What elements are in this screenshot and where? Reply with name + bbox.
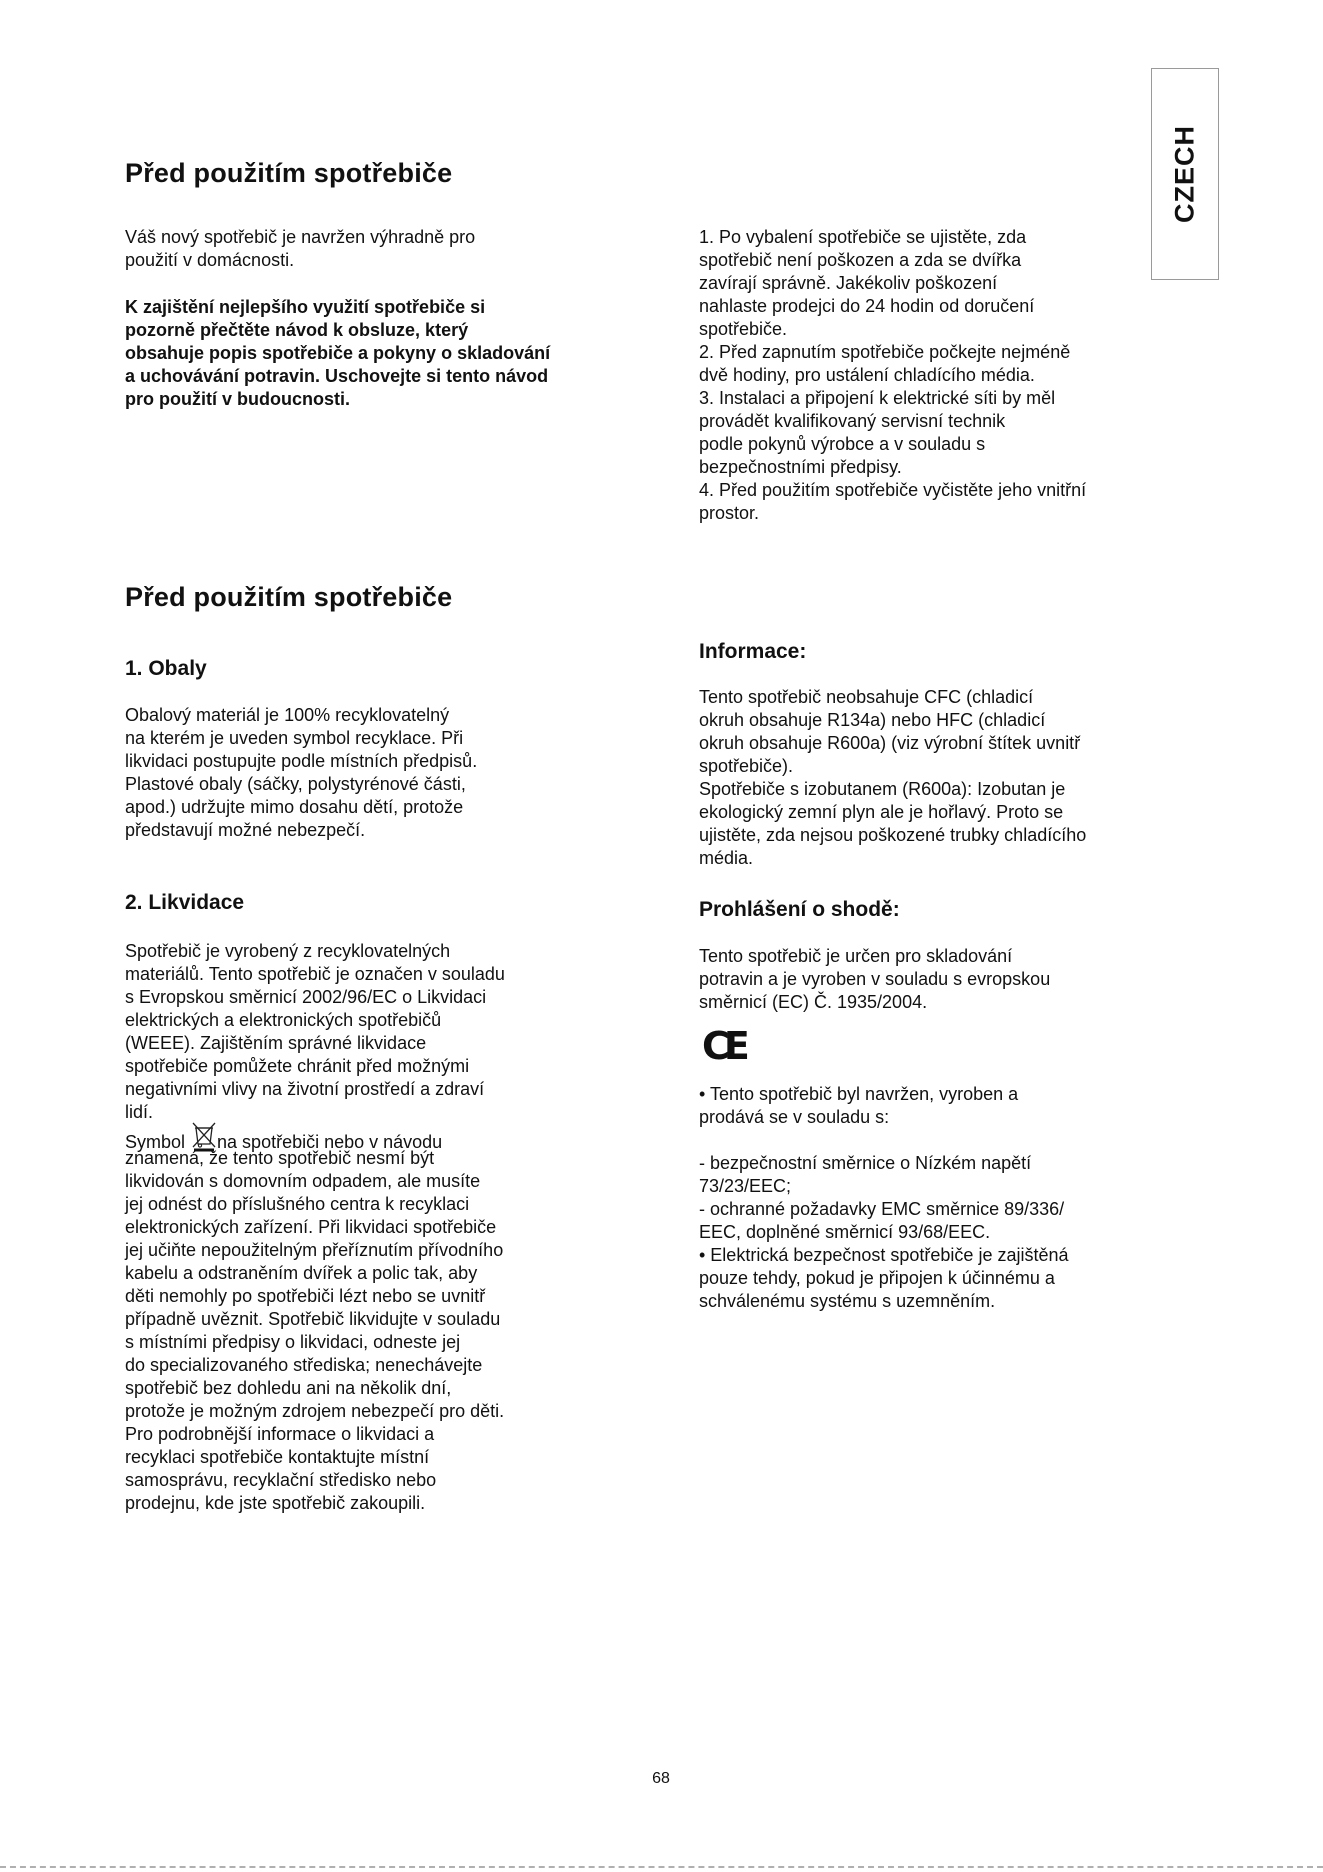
language-tab-label: CZECH	[1169, 125, 1200, 223]
unpacking-steps: 1. Po vybalení spotřebiče se ujistěte, zda spotřebič není poškozen a zda se dvířka zavírají správně. Jakékoliv poškození nahlaste prodejci do 24 hodin od doručení spotřebiče. 2. Před zapnutím spotřebiče počkejte nejméně dvě hodiny, pro ustálení chladícího média. 3. Instalaci a připojení k elektrické síti by měl provádět kvalifikovaný servisní technik podle pokynů výrobce a v souladu s bezpečnostními předpisy. 4. Před použitím spotřebiče vyčistěte jeho vnitřní prostor.	[699, 227, 1087, 523]
symbol-word: Symbol	[125, 1132, 186, 1152]
footer-rule	[0, 1866, 1323, 1868]
intro-paragraph: Váš nový spotřebič je navržen výhradně pro použití v domácnosti.	[125, 227, 476, 270]
obaly-heading: 1. Obaly	[125, 657, 207, 680]
informace-heading: Informace:	[699, 640, 807, 663]
prohlaseni-paragraph: Tento spotřebič je určen pro skladování potravin a je vyroben v souladu s evropskou směrnicí (EC) Č. 1935/2004.	[699, 946, 1051, 1012]
compliance-list: • Tento spotřebič byl navržen, vyroben a prodává se v souladu s: - bezpečnostní směrnice o Nízkém napětí 73/23/EEC; - ochranné požadavky EMC směrnice 89/336/ EEC, doplněné směrnicí 93/68/EEC. • Elektrická bezpečnost spotřebiče je zajištěná pouze tehdy, pokud je připojen k účinnému a schválenému systému s uzemněním.	[699, 1084, 1069, 1311]
informace-paragraph: Tento spotřebič neobsahuje CFC (chladicí okruh obsahuje R134a) nebo HFC (chladicí okruh obsahuje R600a) (viz výrobní štítek uvnitř spotřebiče). Spotřebiče s izobutanem (R600a): Izobutan je ekologický zemní plyn ale je hořlavý. Proto se ujistěte, zda nejsou poškozené trubky chladícího média.	[699, 687, 1087, 868]
ce-mark: CE	[702, 1024, 744, 1068]
manual-note: K zajištění nejlepšího využití spotřebiče si pozorně přečtěte návod k obsluze, který obsahuje popis spotřebiče a pokyny o skladování a uchovávání potravin. Uschovejte si tento návod pro použití v budoucnosti.	[125, 297, 551, 409]
page-number: 68	[652, 1770, 670, 1787]
likvidace-paragraph-1: Spotřebič je vyrobený z recyklovatelných materiálů. Tento spotřebič je označen v souladu s Evropskou směrnicí 2002/96/EC o Likvidaci elektrických a elektronických spotřebičů (WEEE). Zajištěním správné likvidace spotřebiče pomůžete chránit před možnými negativními vlivy na životní prostředí a zdraví lidí.	[125, 941, 505, 1122]
section-title-2: Před použitím spotřebiče	[125, 582, 453, 612]
likvidace-paragraph-2: znamená, že tento spotřebič nesmí být likvidován s domovním odpadem, ale musíte jej odnést do příslušného centra k recyklaci elektronických zařízení. Při likvidaci spotřebiče jej učiňte nepoužitelným přeříznutím přívodního kabelu a odstraněním dvířek a polic tak, aby děti nemohly po spotřebiči lézt nebo se uvnitř případně uvěznit. Spotřebič likvidujte v souladu s místními předpisy o likvidaci, odneste jej do specializovaného střediska; nenechávejte spotřebič bez dohledu ani na několik dní, protože je možným zdrojem nebezpečí pro děti. Pro podrobnější informace o likvidaci a recyklaci spotřebiče kontaktujte místní samosprávu, recyklační středisko nebo prodejnu, kde jste spotřebič zakoupili.	[125, 1148, 505, 1513]
section-title: Před použitím spotřebiče	[125, 158, 453, 188]
prohlaseni-heading: Prohlášení o shodě:	[699, 898, 900, 921]
likvidace-heading: 2. Likvidace	[125, 891, 245, 914]
obaly-paragraph: Obalový materiál je 100% recyklovatelný na kterém je uveden symbol recyklace. Při likvidaci postupujte podle místních předpisů. Plastové obaly (sáčky, polystyrénové části, apod.) udržujte mimo dosahu dětí, protože představují možné nebezpečí.	[125, 705, 478, 840]
symbol-rest: na spotřebiči nebo v návodu	[217, 1132, 443, 1152]
